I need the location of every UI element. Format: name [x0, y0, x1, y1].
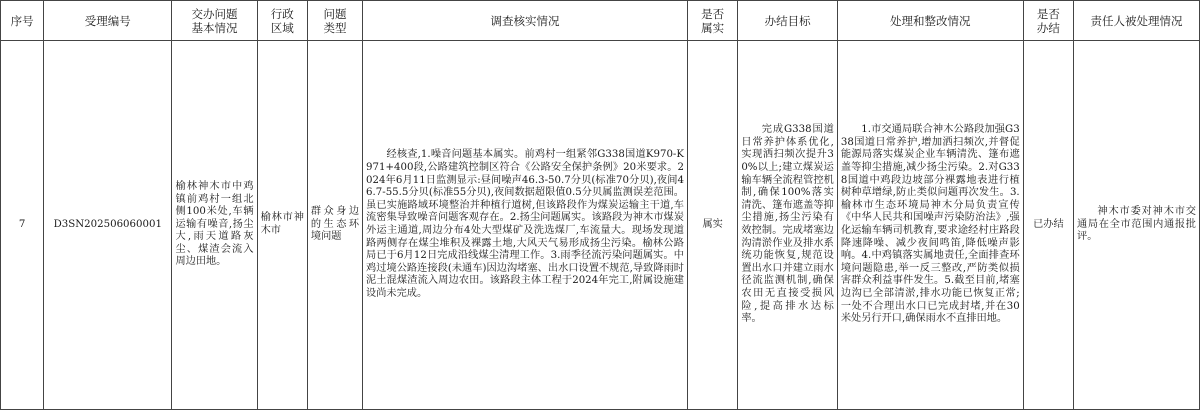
cell-problem: 榆林神木市中鸡镇前鸡村一组北侧100米处,车辆运输有噪音,扬尘大,雨天道路灰尘、煤渣会流入周边田地。 [172, 41, 257, 410]
header-target: 办结目标 [738, 1, 838, 41]
table-row [1, 41, 1200, 410]
cell-done: 已办结 [1023, 41, 1073, 410]
header-handling: 处理和整改情况 [837, 1, 1023, 41]
header-done: 是否 办结 [1023, 1, 1073, 41]
header-row [1, 1, 1200, 41]
header-accountability: 责任人被处理情况 [1074, 1, 1200, 41]
header-problem: 交办问题 基本情况 [172, 1, 257, 41]
cell-type: 群众身边的生态环境问题 [307, 41, 362, 410]
cell-verified: 属实 [687, 41, 737, 410]
header-investigation: 调查核实情况 [363, 1, 688, 41]
cell-handling: 1.市交通局联合神木公路段加强G338国道日常养护,增加洒扫频次,并督促能源局落实煤炭企业车辆清洗、篷布遮盖等抑尘措施,减少扬尘污染。2.对G338国道中鸡段边坡部分裸露地表进行植树种草增绿,防止类似问题再次发生。3.榆林市生态环境局神木分局负责宣传《中华人民共和国噪声污染防治法》,强化运输车辆司机教育,要求途经村庄路段降速降噪、减少夜间鸣笛,降低噪声影响。4.中鸡镇落实属地责任,全面排查环境问题隐患,举一反三整改,严防类似损害群众利益事件发生。5.截至目前,堵塞边沟已全部清淤,排水功能已恢复正常;一处不合理出水口已完成封堵,并在30米处另行开口,确保雨水不直排田地。 [837, 41, 1023, 410]
cell-region: 榆林市神木市 [257, 41, 307, 410]
header-type: 问题 类型 [307, 1, 362, 41]
header-code: 受理编号 [44, 1, 172, 41]
cell-accountability: 神木市委对神木市交通局在全市范围内通报批评。 [1074, 41, 1200, 410]
cell-investigation: 经核查,1.噪音问题基本属实。前鸡村一组紧邻G338国道K970-K971+400段,公路建筑控制区符合《公路安全保护条例》20米要求。2024年6月11日监测显示:昼间噪声46.3-50.7分贝(标准70分贝),夜间46.7-55.5分贝(标准55分贝),夜间数据超限值0.5分贝属监测误差范围。虽已实施路域环境整治并种植行道树,但该路段作为煤炭运输主干道,车流密集导致噪音问题客观存在。2.扬尘问题属实。该路段为神木市煤炭外运主通道,周边分布4处大型煤矿及洗选煤厂,车流量大。现场发现道路两侧存在煤尘堆积及裸露土地,大风天气易形成扬尘污染。榆林公路局已于6月12日完成沿线煤尘清理工作。3.雨季径流污染问题属实。中鸡过境公路连接段(未通车)因边沟堵塞、出水口设置不规范,导致降雨时泥土混煤渣流入周边农田。该路段主体工程于2024年完工,附属设施建设尚未完成。 [363, 41, 688, 410]
header-region: 行政 区域 [257, 1, 307, 41]
header-seq: 序号 [1, 1, 44, 41]
cell-seq: 7 [1, 41, 44, 410]
cell-target: 完成G338国道日常养护体系优化,实现洒扫频次提升30%以上;建立煤炭运输车辆全流程管控机制,确保100%落实清洗、篷布遮盖等抑尘措施,扬尘污染有效控制。完成堵塞边沟清淤作业及排水系统功能恢复,规范设置出水口并建立雨水径流监测机制,确保农田无直接受损风险,提高排水达标率。 [738, 41, 838, 410]
cell-code: D3SN202506060001 [44, 41, 172, 410]
header-verified: 是否 属实 [687, 1, 737, 41]
